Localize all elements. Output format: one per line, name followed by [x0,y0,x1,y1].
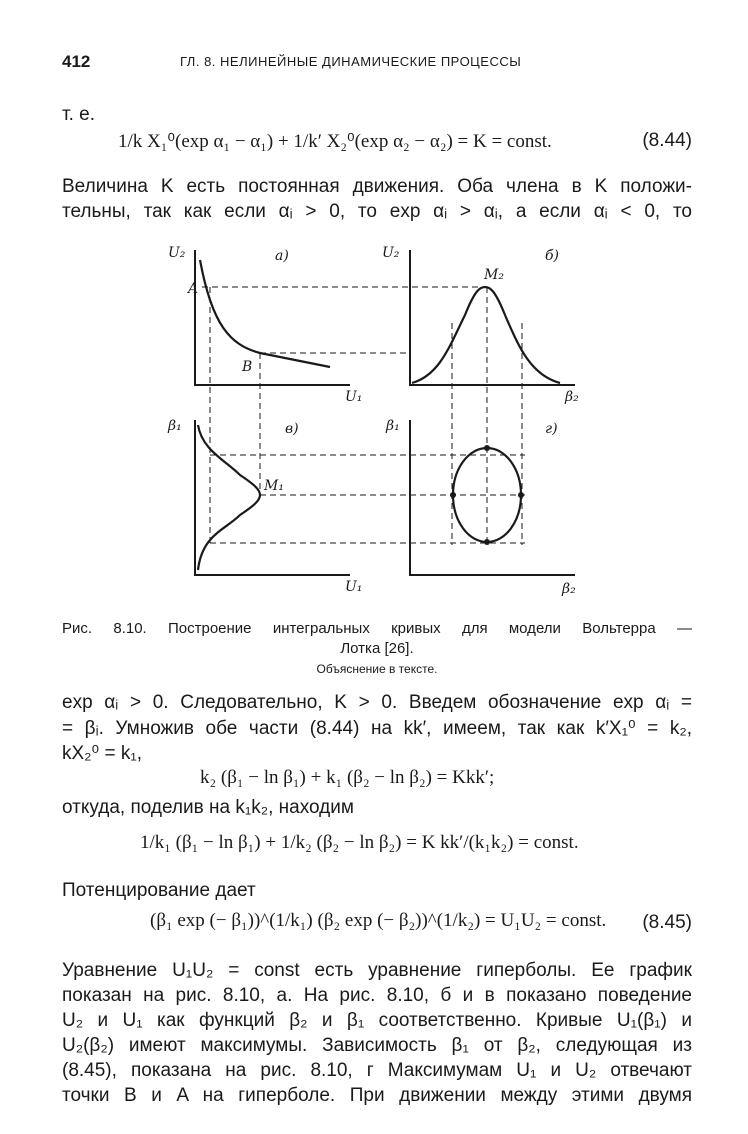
figure-caption-line-1: Рис. 8.10. Построение интегральных кривых для модели Вольтерра — [62,620,692,637]
point-label-a: A [188,281,199,297]
panel-label-a: а) [275,248,289,264]
point-label-m1: M₁ [264,478,284,494]
axis-label-u1-v: U₁ [345,579,363,595]
panel-label-b: б) [545,248,560,264]
axis-label-u1-a: U₁ [345,389,363,405]
axis-label-u2-b: U₂ [382,245,400,261]
figure-8-10 [150,235,590,615]
paragraph-2-line-3: kX₂⁰ = k₁, [62,743,143,764]
orbit-point-left [450,492,456,498]
page-number: 412 [62,52,91,71]
point-label-m2: M₂ [484,267,504,283]
bell-curve-u1 [198,425,260,570]
intro-text: т. е. [62,104,95,125]
paragraph-2-line-1: exp αᵢ > 0. Следовательно, K > 0. Введем обозначение exp αᵢ = [62,692,692,713]
equation-number-8-44: (8.44) [642,130,692,151]
axis-label-beta2-b: β₂ [565,389,579,405]
figure-caption-line-2: Лотка [26]. [340,640,414,657]
axes-panel-g [410,420,575,575]
equation-8-45: (β₁ exp (− β₁))^(1/k₁) (β₂ exp (− β₂))^(1/k₂) = U₁U₂ = const. [150,910,607,931]
paragraph-5-line-3: U₂ и U₁ как функций β₂ и β₁ соответственно. Кривые U₁(β₁) и [62,1010,692,1031]
page-header [62,52,700,76]
paragraph-4: Потенцирование дает [62,880,256,901]
paragraph-3: откуда, поделив на k₁k₂, находим [62,797,354,818]
figure-caption-note: Объяснение в тексте. [316,662,438,676]
equation-middle-1: k₂ (β₁ − ln β₁) + k₁ (β₂ − ln β₂) = Kkk′; [200,767,495,788]
axis-label-beta1-g: β₁ [386,418,400,434]
axes-panel-v [195,420,350,575]
paragraph-5-line-5: (8.45), показана на рис. 8.10, г Максимумам U₁ и U₂ отвечают [62,1060,692,1081]
hyperbola-curve [200,260,330,367]
equation-number-8-45: (8.45) [642,912,692,933]
axis-label-u2-a: U₂ [168,245,186,261]
orbit-point-bottom [484,539,490,545]
paragraph-1-line-1: Величина K есть постоянная движения. Оба члена в K положи- [62,176,692,197]
paragraph-5-line-6: точки B и A на гиперболе. При движении между этими двумя [62,1085,692,1106]
paragraph-2-line-2: = βᵢ. Умножив обе части (8.44) на kk′, имеем, так как k′X₁⁰ = k₂, [62,718,692,739]
orbit-point-top [484,445,490,451]
panel-label-v: в) [285,421,299,437]
paragraph-5-line-4: U₂(β₂) имеют максимумы. Зависимость β₁ от β₂, следующая из [62,1035,692,1056]
bell-curve-u2 [412,287,560,383]
paragraph-1-line-2: тельны, так как если αᵢ > 0, то exp αᵢ > αᵢ, а если αᵢ < 0, то [62,201,692,222]
point-label-b: B [242,359,253,375]
paragraph-5-line-1: Уравнение U₁U₂ = const есть уравнение гиперболы. Ее график [62,960,692,981]
orbit-point-right [518,492,524,498]
axis-label-beta1-v: β₁ [168,418,182,434]
axis-label-beta2-g: β₂ [562,581,576,597]
equation-middle-2: 1/k₁ (β₁ − ln β₁) + 1/k₂ (β₂ − ln β₂) = K kk′/(k₁k₂) = const. [140,832,579,853]
panel-label-g: г) [545,421,558,437]
running-head: ГЛ. 8. НЕЛИНЕЙНЫЕ ДИНАМИЧЕСКИЕ ПРОЦЕССЫ [180,54,522,69]
paragraph-5-line-2: показан на рис. 8.10, а. На рис. 8.10, б и в показано поведение [62,985,692,1006]
equation-8-44: 1/k X₁⁰(exp α₁ − α₁) + 1/k′ X₂⁰(exp α₂ − α₂) = K = const. [118,131,552,152]
